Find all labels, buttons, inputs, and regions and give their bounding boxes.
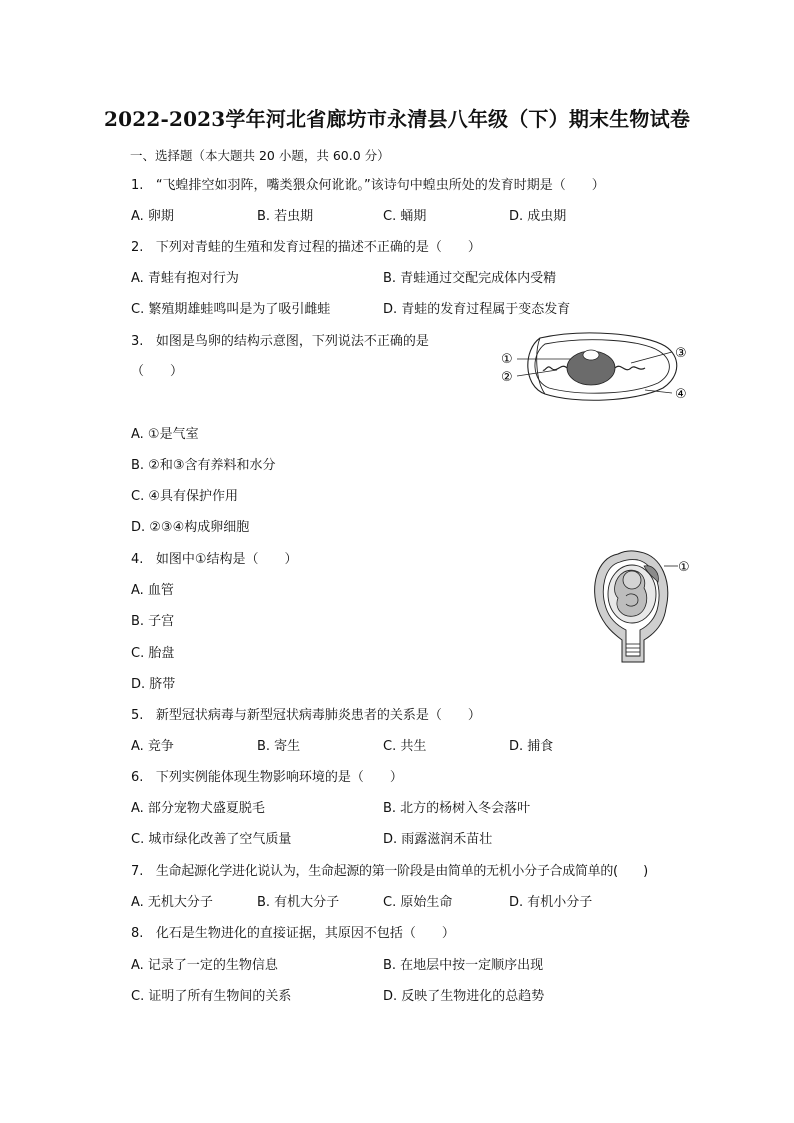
option-d[interactable]: D. 捕食 (509, 739, 554, 754)
question-3-option-d[interactable]: D. ②③④构成卵细胞 (131, 520, 250, 535)
question-3 (131, 334, 429, 350)
uterus-fetus-diagram (588, 548, 698, 666)
question-stem: “飞蝗排空如羽阵，嘴类猥众何讹讹。”该诗句中蝗虫所处的发育时期是（ ） (155, 178, 605, 193)
question-stem: 生命起源化学进化说认为，生命起源的第一阶段是由简单的无机小分子合成简单的( ) (155, 864, 648, 879)
egg-label-1: ① (501, 352, 513, 367)
option-b[interactable]: B. 有机大分子 (257, 895, 340, 910)
option-a[interactable]: A. 卵期 (131, 209, 174, 224)
germinal-disc (583, 350, 599, 360)
option-c[interactable]: C. 证明了所有生物间的关系 (131, 989, 292, 1004)
question-6 (131, 770, 403, 786)
option-c[interactable]: C. 城市绿化改善了空气质量 (131, 832, 292, 847)
question-3-option-a[interactable]: A. ①是气室 (131, 427, 199, 442)
question-1 (131, 178, 605, 194)
question-8-options-row1 (131, 958, 635, 974)
question-3-option-b[interactable]: B. ②和③含有养料和水分 (131, 458, 276, 473)
question-3-option-c[interactable]: C. ④具有保护作用 (131, 489, 238, 504)
option-d[interactable]: D. 青蛙的发育过程属于变态发育 (383, 302, 571, 317)
question-6-options-row1 (131, 801, 635, 817)
question-stem: 新型冠状病毒与新型冠状病毒肺炎患者的关系是（ ） (155, 708, 481, 723)
option-a[interactable]: A. 记录了一定的生物信息 (131, 958, 278, 973)
question-7 (131, 864, 648, 880)
section-heading: 一、选择题（本大题共 20 小题，共 60.0 分） (130, 148, 390, 163)
question-2-options-row2 (131, 302, 635, 318)
option-b[interactable]: B. 若虫期 (257, 209, 314, 224)
question-number: 1. (131, 178, 144, 193)
question-stem: 下列实例能体现生物影响环境的是（ ） (155, 770, 403, 785)
question-number: 7. (131, 864, 144, 879)
egg-label-2: ② (501, 370, 513, 385)
question-3-stem-continued: （ ） (131, 364, 184, 379)
question-number: 6. (131, 770, 144, 785)
option-a[interactable]: A. 青蛙有抱对行为 (131, 271, 239, 286)
option-c[interactable]: C. 共生 (383, 739, 427, 754)
question-number: 2. (131, 240, 144, 255)
question-stem: 如图中①结构是（ ） (155, 552, 298, 567)
option-b[interactable]: B. 青蛙通过交配完成体内受精 (383, 271, 557, 286)
question-stem: 如图是鸟卵的结构示意图，下列说法不正确的是 (155, 334, 429, 349)
fetus-head (623, 571, 641, 589)
exam-title: 2022-2023学年河北省廊坊市永清县八年级（下）期末生物试卷 (103, 107, 691, 131)
question-5 (131, 708, 481, 724)
question-number: 3. (131, 334, 144, 349)
question-7-options (131, 895, 635, 911)
question-8 (131, 926, 455, 942)
option-a[interactable]: A. 无机大分子 (131, 895, 213, 910)
question-4-option-b[interactable]: B. 子宫 (131, 614, 175, 629)
option-c[interactable]: C. 蛹期 (383, 209, 427, 224)
question-number: 4. (131, 552, 144, 567)
option-c[interactable]: C. 繁殖期雄蛙鸣叫是为了吸引雌蛙 (131, 302, 331, 317)
question-4-option-c[interactable]: C. 胎盘 (131, 646, 175, 661)
question-4-option-d[interactable]: D. 脐带 (131, 677, 176, 692)
egg-label-3: ③ (675, 346, 687, 361)
question-6-options-row2 (131, 832, 635, 848)
question-5-options (131, 739, 635, 755)
chalaza-right (615, 366, 645, 369)
option-a[interactable]: A. 竞争 (131, 739, 174, 754)
question-number: 8. (131, 926, 144, 941)
option-c[interactable]: C. 原始生命 (383, 895, 453, 910)
question-4-option-a[interactable]: A. 血管 (131, 583, 174, 598)
chalaza-left (543, 366, 567, 370)
question-2-options-row1 (131, 271, 635, 287)
question-2 (131, 240, 481, 256)
question-8-options-row2 (131, 989, 635, 1005)
option-b[interactable]: B. 在地层中按一定顺序出现 (383, 958, 544, 973)
option-d[interactable]: D. 有机小分子 (509, 895, 593, 910)
option-d[interactable]: D. 雨露滋润禾苗壮 (383, 832, 493, 847)
question-stem: 化石是生物进化的直接证据，其原因不包括（ ） (155, 926, 455, 941)
uterus-label-1: ① (678, 560, 690, 575)
question-4 (131, 552, 297, 568)
option-d[interactable]: D. 反映了生物进化的总趋势 (383, 989, 545, 1004)
question-number: 5. (131, 708, 144, 723)
question-1-options (131, 209, 635, 225)
question-stem: 下列对青蛙的生殖和发育过程的描述不正确的是（ ） (155, 240, 481, 255)
egg-structure-diagram (495, 330, 695, 404)
option-b[interactable]: B. 寄生 (257, 739, 301, 754)
option-d[interactable]: D. 成虫期 (509, 209, 567, 224)
egg-label-4: ④ (675, 387, 687, 402)
option-b[interactable]: B. 北方的杨树入冬会落叶 (383, 801, 531, 816)
option-a[interactable]: A. 部分宠物犬盛夏脱毛 (131, 801, 265, 816)
